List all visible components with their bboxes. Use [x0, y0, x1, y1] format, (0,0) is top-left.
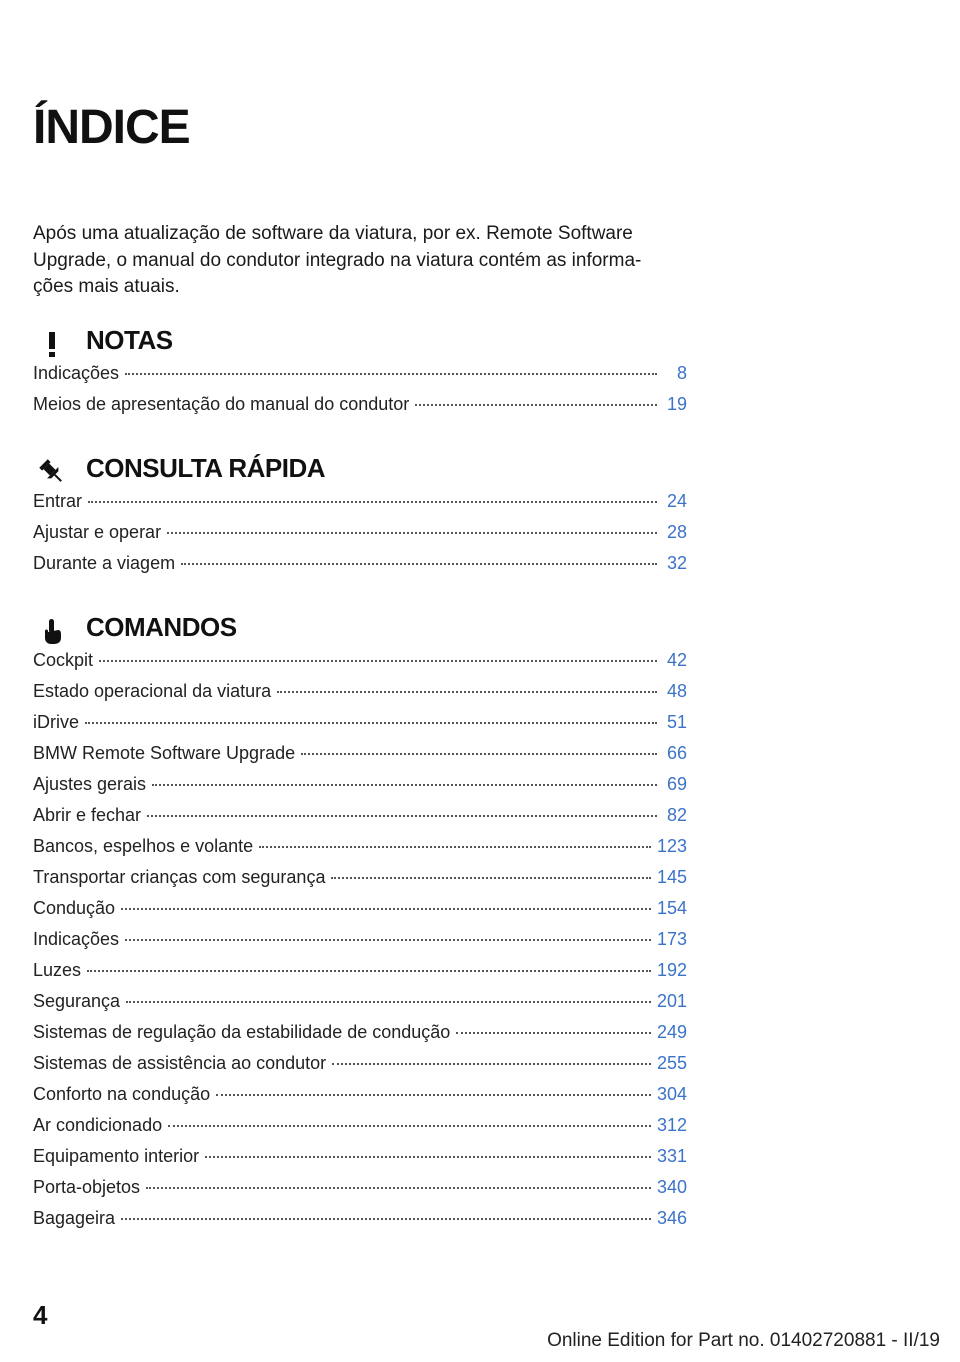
- dot-leader: [277, 690, 657, 693]
- toc-entry-label: Porta-objetos: [33, 1177, 141, 1197]
- section-header: [33, 323, 687, 363]
- toc-entry-label: Indicações: [33, 363, 120, 383]
- toc-page-link[interactable]: 8: [676, 363, 687, 383]
- toc-page-link[interactable]: 51: [666, 712, 687, 732]
- toc-entry-label: Indicações: [33, 929, 120, 949]
- dot-leader: [216, 1093, 651, 1096]
- toc-page-link[interactable]: 249: [656, 1022, 687, 1042]
- section-header: [33, 610, 687, 650]
- dot-leader: [125, 372, 657, 375]
- toc-page-link[interactable]: 201: [656, 991, 687, 1011]
- toc-entry-label: Entrar: [33, 491, 83, 511]
- dot-leader: [121, 907, 651, 910]
- toc-list: [33, 491, 687, 584]
- dot-leader: [146, 1186, 651, 1189]
- dot-leader: [125, 938, 651, 941]
- toc-page-link[interactable]: 331: [656, 1146, 687, 1166]
- dot-leader: [259, 845, 651, 848]
- toc-entry[interactable]: [33, 1053, 687, 1084]
- toc-entry[interactable]: [33, 553, 687, 584]
- section-consulta-rapida: [33, 451, 687, 584]
- toc-entry[interactable]: [33, 522, 687, 553]
- toc-entry-label: iDrive: [33, 712, 80, 732]
- toc-entry[interactable]: [33, 1177, 687, 1208]
- toc-entry[interactable]: [33, 743, 687, 774]
- page-title: ÍNDICE: [33, 101, 190, 154]
- toc-entry-label: Estado operacional da viatura: [33, 681, 272, 701]
- toc-page-link[interactable]: 346: [656, 1208, 687, 1228]
- dot-leader: [301, 752, 657, 755]
- pointing-hand-icon: [37, 616, 67, 646]
- toc-list: [33, 363, 687, 425]
- toc-entry[interactable]: [33, 394, 687, 425]
- dot-leader: [87, 969, 651, 972]
- toc-entry[interactable]: [33, 1022, 687, 1053]
- toc-page-link[interactable]: 173: [656, 929, 687, 949]
- toc-entry[interactable]: [33, 681, 687, 712]
- toc-entry[interactable]: [33, 650, 687, 681]
- toc-page-link[interactable]: 154: [656, 898, 687, 918]
- toc-entry[interactable]: [33, 712, 687, 743]
- dot-leader: [88, 500, 657, 503]
- section-header: [33, 451, 687, 491]
- dot-leader: [415, 403, 657, 406]
- toc-entry-label: Bancos, espelhos e volante: [33, 836, 254, 856]
- toc-entry[interactable]: [33, 898, 687, 929]
- toc-entry-label: Conforto na condução: [33, 1084, 211, 1104]
- toc-page-link[interactable]: 24: [666, 491, 687, 511]
- section-comandos: [33, 610, 687, 1239]
- toc-page-link[interactable]: 48: [666, 681, 687, 701]
- toc-entry[interactable]: [33, 1146, 687, 1177]
- toc-page-link[interactable]: 28: [666, 522, 687, 542]
- toc-entry-label: Cockpit: [33, 650, 94, 670]
- toc-entry[interactable]: [33, 1208, 687, 1239]
- toc-entry-label: Meios de apresentação do manual do condutor: [33, 394, 410, 414]
- toc-page-link[interactable]: 340: [656, 1177, 687, 1197]
- toc-entry-label: Sistemas de assistência ao condutor: [33, 1053, 327, 1073]
- dot-leader: [168, 1124, 651, 1127]
- toc-entry-label: Segurança: [33, 991, 121, 1011]
- toc-entry-label: Ajustes gerais: [33, 774, 147, 794]
- toc-entry[interactable]: [33, 1115, 687, 1146]
- toc-page-link[interactable]: 192: [656, 960, 687, 980]
- section-title: COMANDOS: [86, 612, 237, 642]
- toc-page-link[interactable]: 69: [666, 774, 687, 794]
- toc-page-link[interactable]: 145: [656, 867, 687, 887]
- toc-entry[interactable]: [33, 867, 687, 898]
- dot-leader: [205, 1155, 651, 1158]
- toc-entry-label: Luzes: [33, 960, 82, 980]
- toc-page-link[interactable]: 304: [656, 1084, 687, 1104]
- toc-page-link[interactable]: 42: [666, 650, 687, 670]
- toc-page-link[interactable]: 255: [656, 1053, 687, 1073]
- toc-page-link[interactable]: 312: [656, 1115, 687, 1135]
- dot-leader: [331, 876, 650, 879]
- toc-entry[interactable]: [33, 491, 687, 522]
- toc-entry[interactable]: [33, 929, 687, 960]
- dot-leader: [152, 783, 657, 786]
- toc-entry-label: Sistemas de regulação da estabilidade de condução: [33, 1022, 451, 1042]
- toc-entry-label: Durante a viagem: [33, 553, 176, 573]
- dot-leader: [121, 1217, 651, 1220]
- footer-edition: Online Edition for Part no. 01402720881 - II/19: [547, 1330, 940, 1351]
- dot-leader: [99, 659, 657, 662]
- toc-entry[interactable]: [33, 960, 687, 991]
- toc-entry-label: BMW Remote Software Upgrade: [33, 743, 296, 763]
- toc-entry-label: Ajustar e operar: [33, 522, 162, 542]
- section-title: CONSULTA RÁPIDA: [86, 453, 326, 483]
- toc-entry-label: Transportar crianças com segurança: [33, 867, 326, 887]
- dot-leader: [126, 1000, 651, 1003]
- toc-entry-label: Bagageira: [33, 1208, 116, 1228]
- dot-leader: [147, 814, 657, 817]
- toc-page-link[interactable]: 32: [666, 553, 687, 573]
- toc-page-link[interactable]: 66: [666, 743, 687, 763]
- toc-entry-label: Ar condicionado: [33, 1115, 163, 1135]
- toc-entry[interactable]: [33, 805, 687, 836]
- dot-leader: [332, 1062, 651, 1065]
- toc-entry[interactable]: [33, 774, 687, 805]
- toc-entry[interactable]: [33, 363, 687, 394]
- toc-entry[interactable]: [33, 991, 687, 1022]
- dot-leader: [456, 1031, 651, 1034]
- toc-entry[interactable]: [33, 836, 687, 867]
- intro-text: Após uma atualização de software da viatura, por ex. Remote Software Upgrade, o manual do condutor integrado na viatura contém as informa- ções mais atuais.: [33, 223, 642, 297]
- dot-leader: [85, 721, 657, 724]
- section-notas: [33, 323, 687, 425]
- dot-leader: [181, 562, 657, 565]
- toc-entry-label: Abrir e fechar: [33, 805, 142, 825]
- section-title: NOTAS: [86, 325, 173, 355]
- pin-icon: [37, 457, 67, 487]
- toc-page-link[interactable]: 82: [666, 805, 687, 825]
- page-number: 4: [33, 1300, 48, 1330]
- toc-page-link[interactable]: 19: [666, 394, 687, 414]
- toc-entry-label: Condução: [33, 898, 116, 918]
- toc-list: [33, 650, 687, 1239]
- dot-leader: [167, 531, 657, 534]
- toc-page-link[interactable]: 123: [656, 836, 687, 856]
- exclamation-icon: [37, 329, 67, 359]
- toc-entry-label: Equipamento interior: [33, 1146, 200, 1166]
- toc-entry[interactable]: [33, 1084, 687, 1115]
